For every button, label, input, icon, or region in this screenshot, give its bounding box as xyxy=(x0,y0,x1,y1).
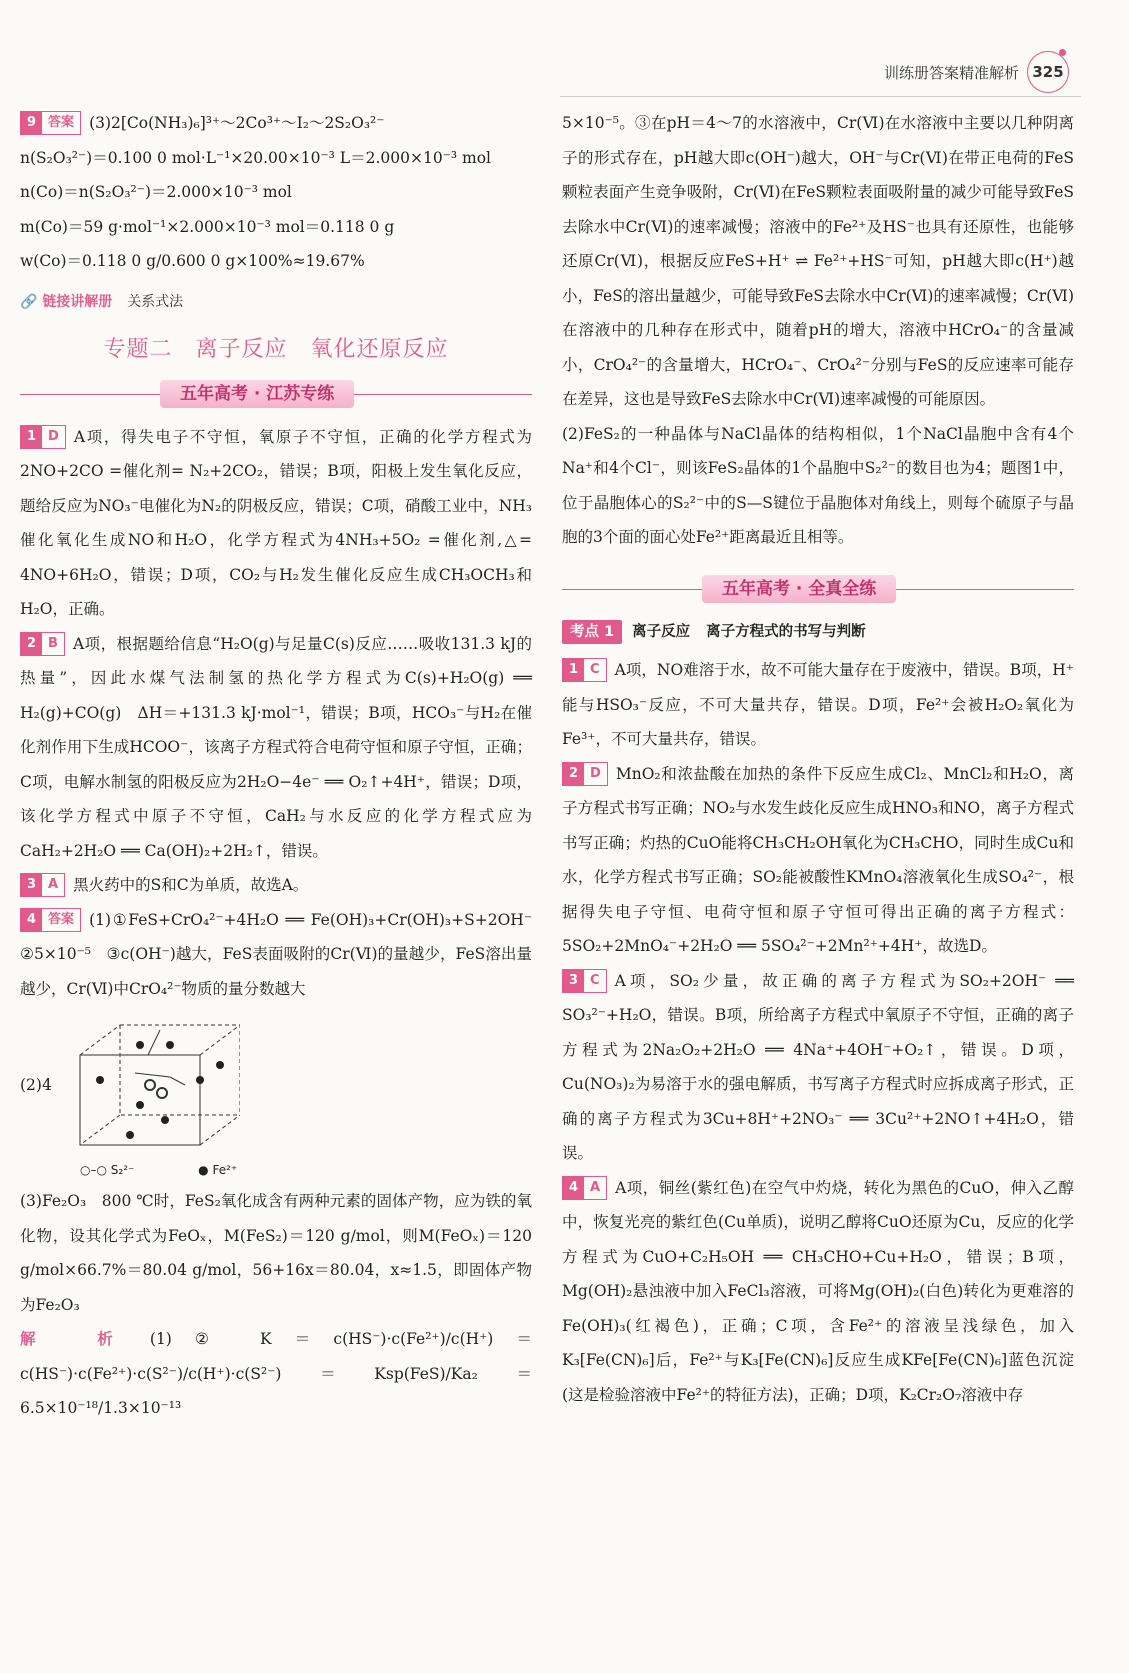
chapter-title: 专题二 离子反应 氧化还原反应 xyxy=(103,337,449,362)
answer-3: 3 A 黑火药中的S和C为单质，故选A。 xyxy=(20,868,532,903)
banner-label: 五年高考 · 江苏专练 xyxy=(160,380,354,408)
section-banner-jiangsu xyxy=(20,378,532,410)
link-extra: 关系式法 xyxy=(127,293,184,310)
analysis-label: 解 析 xyxy=(20,1330,136,1348)
crystal-figure xyxy=(20,1010,532,1160)
calc-line-3: m(Co)＝59 g·mol⁻¹×2.000×10⁻³ mol＝0.118 0 g xyxy=(20,217,395,236)
page-header xyxy=(884,52,1069,92)
left-column xyxy=(20,106,548,1426)
answer-badge: 3 C xyxy=(562,969,607,993)
calc-line-4: w(Co)＝0.118 0 g/0.600 0 g×100%≈19.67% xyxy=(20,252,365,270)
answer-badge: 4 答案 xyxy=(20,908,81,932)
answer-1: 1 D A项，得失电子不守恒，氧原子不守恒，正确的化学方程式为2NO+2CO =催化剂= N₂+2CO₂，错误；B项，阳极上发生氧化反应，题给反应为NO₃⁻电催化为N₂的阴极反应，错误；C项，硝酸工业中，NH₃催化氧化生成NO和H₂O，化学方程式为4NH₃+5O₂ =催化剂,△= 4NO+6H₂O，错误；D项，CO₂与H₂发生催化反应生成CH₃OCH₃和H₂O，正确。 xyxy=(20,420,532,627)
answer-badge: 3 A xyxy=(20,873,65,897)
header-divider xyxy=(560,96,1081,97)
link-label: 链接讲解册 xyxy=(42,293,113,310)
answer-4: 4 A A项，铜丝(紫红色)在空气中灼烧，转化为黑色的CuO，伸入乙醇中，恢复光亮的紫红色(Cu单质)，说明乙醇将CuO还原为Cu，反应的化学方程式为CuO+C₂H₅OH ══ CH₃CHO+Cu+H₂O，错误；B项，Mg(OH)₂悬浊液中加入FeCl₃溶液，可将Mg(OH)₂(白色)转化为更难溶的Fe(OH)₃(红褐色)，正确；C项，含Fe²⁺的溶液呈浅绿色，加入K₃[Fe(CN)₆]后，Fe²⁺与K₃[Fe(CN)₆]反应生成KFe[Fe(CN)₆]蓝色沉淀(这是检验溶液中Fe²⁺的特征方法)，正确；D项，K₂Cr₂O₇溶液中存 xyxy=(562,1171,1074,1413)
link-to-lecture-book[interactable] xyxy=(20,285,532,320)
figure-legend xyxy=(80,1160,532,1184)
answer-2: 2 D MnO₂和浓盐酸在加热的条件下反应生成Cl₂、MnCl₂和H₂O，离子方程式书写正确；NO₂与水发生歧化反应生成HNO₃和NO，离子方程式书写正确；灼热的CuO能将CH₃CH₂OH氧化为CH₃CHO，同时生成Cu和水，化学方程式书写正确；SO₂能被酸性KMnO₄溶液氧化生成SO₄²⁻，根据得失电子守恒、电荷守恒和原子守恒可得出正确的离子方程式：5SO₂+2MnO₄⁻+2H₂O ══ 5SO₄²⁻+2Mn²⁺+4H⁺，故选D。 xyxy=(562,757,1074,964)
calc-line-1: n(S₂O₃²⁻)＝0.100 0 mol·L⁻¹×20.00×10⁻³ L＝2.000×10⁻³ mol xyxy=(20,148,491,167)
key-point-heading xyxy=(562,615,1074,650)
answer-badge: 2 D xyxy=(562,762,608,786)
answer-1: 1 C A项，NO难溶于水，故不可能大量存在于废液中，错误。B项，H⁺能与HSO₃⁻反应，不可大量共存，错误。D项，Fe²⁺会被H₂O₂氧化为Fe³⁺，不可大量共存，错误。 xyxy=(562,653,1074,757)
figure-label: (2)4 xyxy=(20,1075,52,1094)
calc-line-2: n(Co)＝n(S₂O₃²⁻)＝2.000×10⁻³ mol xyxy=(20,183,292,201)
page-number: 325 xyxy=(1027,51,1069,93)
right-column xyxy=(562,106,1074,1412)
link-icon: 🔗 xyxy=(20,293,38,310)
banner-label: 五年高考 · 全真全练 xyxy=(702,575,896,603)
section-banner-national xyxy=(562,573,1074,605)
key-point-title: 离子反应 xyxy=(632,623,691,640)
answer-badge: 1 C xyxy=(562,658,607,682)
answer-badge: 1 D xyxy=(20,425,66,449)
continued-text-2: (2)FeS₂的一种晶体与NaCl晶体的结构相似，1个NaCl晶胞中含有4个Na⁺和4个Cl⁻，则该FeS₂晶体的1个晶胞中S₂²⁻的数目也为4；题图1中，位于晶胞体心的S₂²⁻中的S—S键位于晶胞体对角线上，则每个硫原子与晶胞的3个面的面心处Fe²⁺距离最近且相等。 xyxy=(562,424,1074,546)
answer-3: 3 C A项，SO₂少量，故正确的离子方程式为SO₂+2OH⁻ ══ SO₃²⁻+H₂O，错误。B项，所给离子方程式中氧原子不守恒，正确的离子方程式为2Na₂O₂+2H₂O ══ 4Na⁺+4OH⁻+O₂↑，错误。D项，Cu(NO₃)₂为易溶于水的强电解质，书写离子方程式时应拆成离子形式，正确的离子方程式为3Cu+8H⁺+2NO₃⁻ ══ 3Cu²⁺+2NO↑+4H₂O，错误。 xyxy=(562,964,1074,1171)
crystal-cell-diagram xyxy=(70,1015,240,1155)
answer-badge: 4 A xyxy=(562,1176,607,1200)
key-point-badge: 考点 1 xyxy=(562,620,622,644)
answer-2: 2 B A项，根据题给信息“H₂O(g)与足量C(s)反应……吸收131.3 kJ的热量”，因此水煤气法制氢的热化学方程式为C(s)+H₂O(g) ══ H₂(g)+CO(g) ΔH＝+131.3 kJ·mol⁻¹，错误；B项，HCO₃⁻与H₂在催化剂作用下生成HCOO⁻，该离子方程式符合电荷守恒和原子守恒，正确；C项，电解水制氢的阳极反应为2H₂O−4e⁻ ══ O₂↑+4H⁺，错误；D项，该化学方程式中原子不守恒，CaH₂与水反应的化学方程式应为CaH₂+2H₂O ══ Ca(OH)₂+2H₂↑，错误。 xyxy=(20,627,532,869)
legend-s2: ○–○ S₂²⁻ xyxy=(80,1163,135,1177)
legend-fe: ● Fe²⁺ xyxy=(198,1163,238,1177)
continued-text-1: 5×10⁻⁵。③在pH＝4～7的水溶液中，Cr(Ⅵ)在水溶液中主要以几种阴离子的形式存在，pH越大即c(OH⁻)越大，OH⁻与Cr(Ⅵ)在带正电荷的FeS颗粒表面产生竞争吸附，Cr(Ⅵ)在FeS颗粒表面吸附量的减少可能导致FeS去除水中Cr(Ⅵ)的速率减慢；溶液中的Fe²⁺及HS⁻也具有还原性，也能够还原Cr(Ⅵ)，根据反应FeS+H⁺ ⇌ Fe²⁺+HS⁻可知，pH越大即c(H⁺)越小，FeS的溶出量越少，可能导致FeS去除水中Cr(Ⅵ)的速率减慢；Cr(Ⅵ)在溶液中的几种存在形式中，随着pH的增大，溶液中HCrO₄⁻的含量减小，CrO₄²⁻的含量增大，HCrO₄⁻、CrO₄²⁻分别与FeS的反应速率可能存在差异，这也是导致FeS去除水中Cr(Ⅵ)速率减慢的可能原因。 xyxy=(562,114,1074,408)
answer-badge: 2 B xyxy=(20,632,65,656)
answer-4: 4 答案 (1)①FeS+CrO₄²⁻+4H₂O ══ Fe(OH)₃+Cr(OH)₃+S+2OH⁻ ②5×10⁻⁵ ③c(OH⁻)越大，FeS表面吸附的Cr(Ⅵ)的量越少，FeS溶出量越少，Cr(Ⅵ)中CrO₄²⁻物质的量分数越大 xyxy=(20,903,532,1007)
answer-badge: 9 答案 xyxy=(20,111,81,135)
answer-4-part3: (3)Fe₂O₃ 800 ℃时，FeS₂氧化成含有两种元素的固体产物，应为铁的氧化物，设其化学式为FeOₓ，M(FeS₂)＝120 g/mol，则M(FeOₓ)＝120 g/mol×66.7%＝80.04 g/mol，56+16x＝80.04，x≈1.5，即固体产物为Fe₂O₃ xyxy=(20,1192,532,1314)
header-title: 训练册答案精准解析 xyxy=(883,63,1019,82)
analysis: 解 析 (1)② K＝c(HS⁻)·c(Fe²⁺)/c(H⁺)＝c(HS⁻)·c(Fe²⁺)·c(S²⁻)/c(H⁺)·c(S²⁻)＝Ksp(FeS)/Ka₂＝6.5×10⁻¹⁸/1.3×10⁻¹³ xyxy=(20,1330,532,1417)
key-point-subtitle: 离子方程式的书写与判断 xyxy=(706,623,866,640)
answer-9: 9 答案 (3)2[Co(NH₃)₆]³⁺～2Co³⁺～I₂～2S₂O₃²⁻ xyxy=(20,106,532,141)
